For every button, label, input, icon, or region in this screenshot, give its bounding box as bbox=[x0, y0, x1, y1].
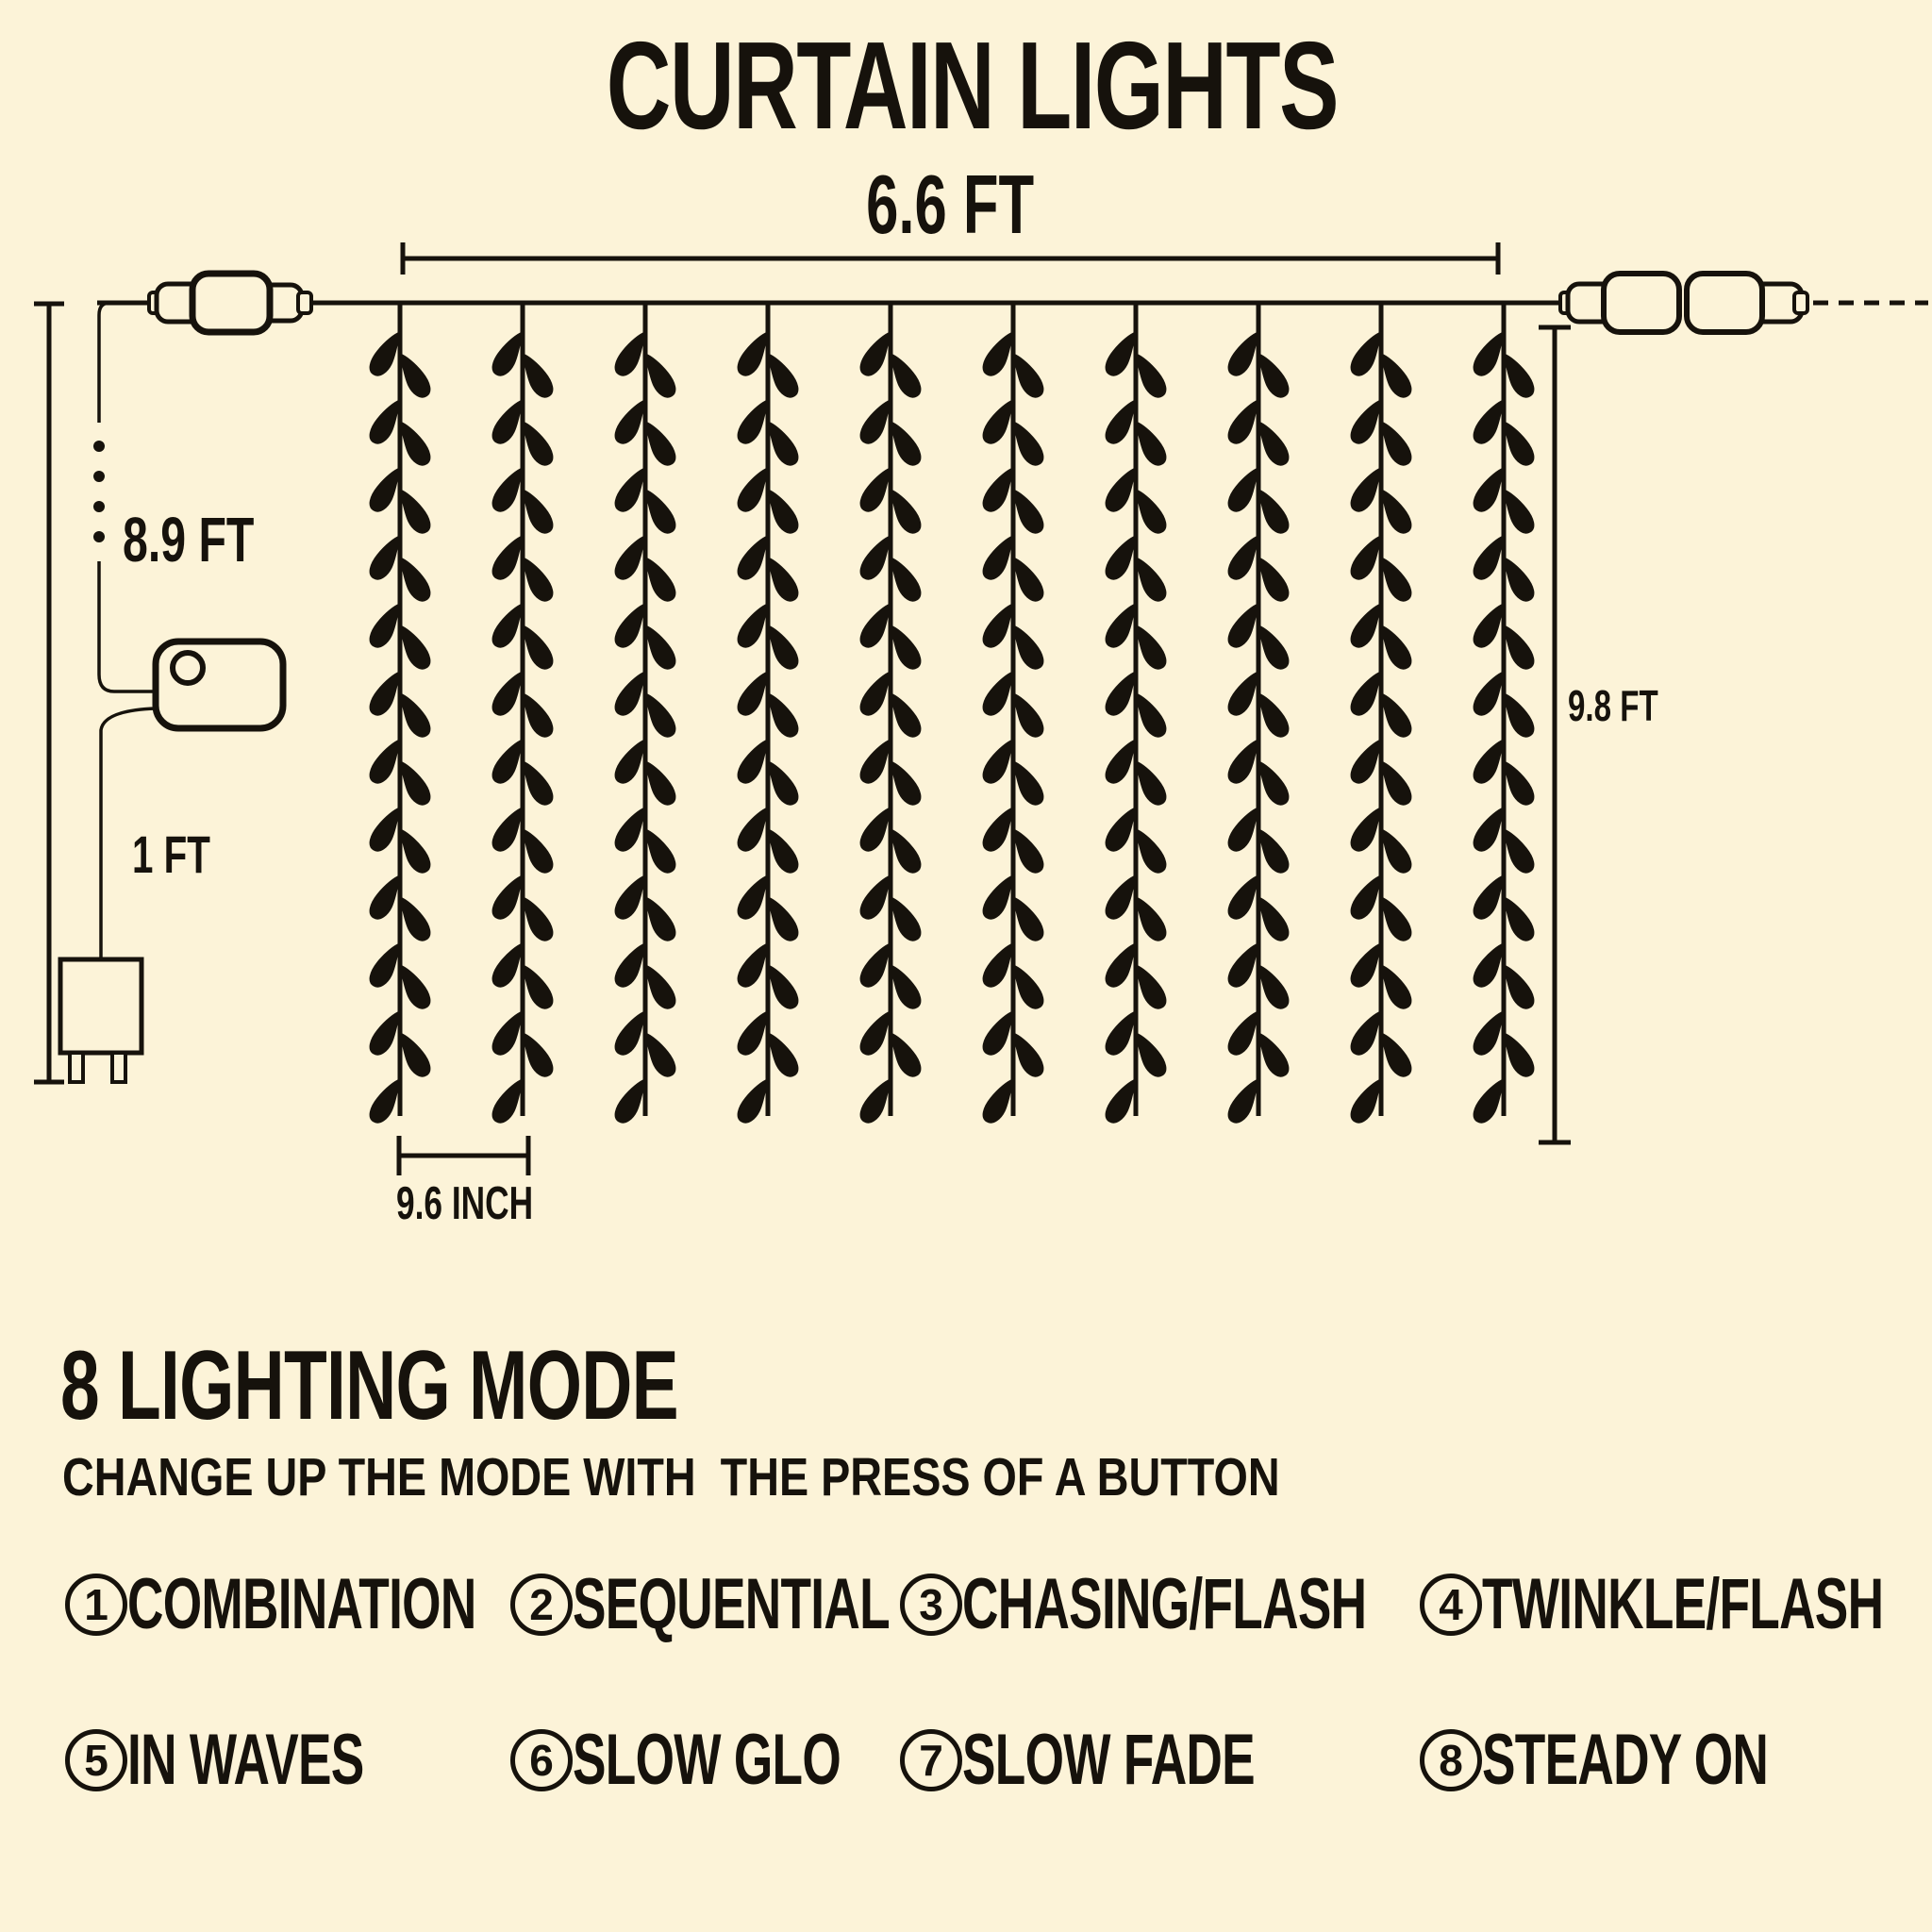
width-dimension-label: 6.6 FT bbox=[866, 158, 1035, 251]
light-bulb-icon bbox=[492, 875, 523, 919]
light-bulb-icon bbox=[1013, 1033, 1043, 1076]
light-bulb-icon bbox=[1136, 490, 1166, 533]
light-bulb-icon bbox=[1106, 672, 1136, 715]
modes-section-heading: 8 LIGHTING MODE bbox=[60, 1331, 678, 1441]
drop-dimension-line bbox=[1539, 327, 1571, 1142]
light-bulb-icon bbox=[768, 829, 798, 873]
mode-label: TWINKLE/FLASH bbox=[1482, 1564, 1884, 1644]
light-bulb-icon bbox=[1228, 943, 1258, 987]
light-bulb-icon bbox=[738, 468, 768, 511]
light-bulb-icon bbox=[1228, 875, 1258, 919]
light-bulb-icon bbox=[1013, 761, 1043, 805]
light-bulb-icon bbox=[523, 965, 553, 1008]
light-bulb-icon bbox=[1258, 625, 1289, 669]
light-bulb-icon bbox=[1106, 1079, 1136, 1123]
light-bulb-icon bbox=[1351, 943, 1381, 987]
light-bulb-icon bbox=[891, 965, 921, 1008]
light-bulb-icon bbox=[615, 808, 645, 851]
light-bulb-icon bbox=[768, 354, 798, 397]
mode-item-slow-glo bbox=[510, 1720, 956, 1800]
light-bulb-icon bbox=[1381, 829, 1411, 873]
light-bulb-icon bbox=[891, 897, 921, 941]
light-bulb-icon bbox=[370, 740, 400, 783]
light-bulb-icon bbox=[1228, 1011, 1258, 1055]
lead-wire-label: 8.9 FT bbox=[123, 505, 255, 575]
mode-label: STEADY ON bbox=[1482, 1720, 1769, 1800]
light-bulb-icon bbox=[1013, 625, 1043, 669]
light-bulb-icon bbox=[1258, 965, 1289, 1008]
light-bulb-icon bbox=[860, 536, 891, 579]
light-bulb-icon bbox=[1351, 1079, 1381, 1123]
mode-number-badge: 6 bbox=[510, 1729, 573, 1791]
light-bulb-icon bbox=[645, 422, 675, 465]
light-bulb-icon bbox=[400, 761, 430, 805]
drop-length-label: 9.8 FT bbox=[1568, 681, 1658, 730]
light-bulb-icon bbox=[1228, 1079, 1258, 1123]
light-bulb-icon bbox=[891, 829, 921, 873]
light-bulb-icon bbox=[1013, 354, 1043, 397]
light-bulb-icon bbox=[1474, 400, 1504, 443]
light-bulb-icon bbox=[1228, 604, 1258, 647]
light-bulb-icon bbox=[1474, 1011, 1504, 1055]
light-bulb-icon bbox=[891, 625, 921, 669]
light-bulb-icon bbox=[860, 740, 891, 783]
light-bulb-icon bbox=[768, 490, 798, 533]
light-bulb-icon bbox=[1474, 875, 1504, 919]
light-bulb-icon bbox=[1504, 829, 1534, 873]
light-bulb-icon bbox=[1504, 693, 1534, 737]
light-bulb-icon bbox=[370, 875, 400, 919]
light-bulb-icon bbox=[523, 693, 553, 737]
light-bulb-icon bbox=[983, 604, 1013, 647]
mode-number-badge: 5 bbox=[65, 1729, 127, 1791]
mode-label: CHASING/FLASH bbox=[962, 1564, 1367, 1644]
light-bulb-icon bbox=[1351, 468, 1381, 511]
light-bulb-icon bbox=[400, 965, 430, 1008]
light-bulb-icon bbox=[983, 943, 1013, 987]
light-bulb-icon bbox=[1228, 740, 1258, 783]
light-bulb-icon bbox=[860, 400, 891, 443]
light-bulb-icon bbox=[768, 897, 798, 941]
plug-connector-left-icon bbox=[149, 274, 311, 332]
light-bulb-icon bbox=[1474, 740, 1504, 783]
light-bulb-icon bbox=[400, 490, 430, 533]
light-bulb-icon bbox=[1258, 829, 1289, 873]
light-bulb-icon bbox=[738, 740, 768, 783]
light-bulb-icon bbox=[983, 740, 1013, 783]
light-bulb-icon bbox=[1258, 897, 1289, 941]
light-bulb-icon bbox=[615, 1079, 645, 1123]
light-bulb-icon bbox=[1013, 490, 1043, 533]
light-bulb-icon bbox=[738, 875, 768, 919]
light-bulb-icon bbox=[1013, 897, 1043, 941]
light-bulb-icon bbox=[1351, 536, 1381, 579]
light-bulb-icon bbox=[1381, 422, 1411, 465]
mode-number-badge: 7 bbox=[900, 1729, 962, 1791]
light-bulb-icon bbox=[768, 693, 798, 737]
light-bulb-icon bbox=[1106, 943, 1136, 987]
light-bulb-icon bbox=[768, 558, 798, 601]
light-bulb-icon bbox=[1013, 422, 1043, 465]
light-bulb-icon bbox=[645, 693, 675, 737]
mode-controller-icon bbox=[156, 641, 283, 728]
page-title-text: CURTAIN LIGHTS bbox=[606, 16, 1338, 155]
light-bulb-icon bbox=[860, 943, 891, 987]
light-bulb-icon bbox=[1228, 332, 1258, 375]
light-bulb-icon bbox=[615, 332, 645, 375]
light-bulb-icon bbox=[615, 1011, 645, 1055]
light-bulb-icon bbox=[1136, 965, 1166, 1008]
light-bulb-icon bbox=[1351, 332, 1381, 375]
light-bulb-icon bbox=[492, 400, 523, 443]
light-bulb-icon bbox=[1106, 808, 1136, 851]
light-bulb-icon bbox=[523, 490, 553, 533]
light-bulb-icon bbox=[523, 558, 553, 601]
light-bulb-icon bbox=[1351, 740, 1381, 783]
light-bulb-icon bbox=[1474, 468, 1504, 511]
light-bulb-icon bbox=[492, 808, 523, 851]
light-bulb-icon bbox=[645, 354, 675, 397]
light-bulb-icon bbox=[1504, 490, 1534, 533]
light-bulb-icon bbox=[523, 897, 553, 941]
light-bulb-icon bbox=[1136, 761, 1166, 805]
light-bulb-icon bbox=[1136, 558, 1166, 601]
light-bulb-icon bbox=[1106, 604, 1136, 647]
light-bulb-icon bbox=[1351, 875, 1381, 919]
light-bulb-icon bbox=[492, 672, 523, 715]
light-bulb-icon bbox=[1136, 1033, 1166, 1076]
light-bulb-icon bbox=[891, 354, 921, 397]
light-bulb-icon bbox=[400, 422, 430, 465]
light-bulb-icon bbox=[370, 943, 400, 987]
mode-label: SEQUENTIAL bbox=[573, 1564, 890, 1644]
light-bulb-icon bbox=[645, 558, 675, 601]
light-bulb-icon bbox=[615, 672, 645, 715]
light-bulb-icon bbox=[1504, 354, 1534, 397]
light-bulb-icon bbox=[860, 332, 891, 375]
light-bulb-icon bbox=[645, 897, 675, 941]
light-bulb-icon bbox=[860, 1011, 891, 1055]
light-bulb-icon bbox=[1351, 808, 1381, 851]
light-bulb-icon bbox=[492, 1011, 523, 1055]
light-bulb-icon bbox=[738, 1011, 768, 1055]
light-bulb-icon bbox=[738, 808, 768, 851]
light-bulb-icon bbox=[400, 625, 430, 669]
light-bulb-icon bbox=[768, 422, 798, 465]
light-bulb-icon bbox=[1474, 604, 1504, 647]
light-bulb-icon bbox=[645, 1033, 675, 1076]
light-bulb-icon bbox=[1351, 604, 1381, 647]
light-bulb-icon bbox=[400, 693, 430, 737]
light-bulb-icon bbox=[492, 536, 523, 579]
light-bulb-icon bbox=[768, 965, 798, 1008]
light-bulb-icon bbox=[1381, 965, 1411, 1008]
light-bulb-icon bbox=[1381, 354, 1411, 397]
mode-item-slow-fade bbox=[900, 1720, 1380, 1800]
light-bulb-icon bbox=[1136, 829, 1166, 873]
light-bulb-icon bbox=[370, 808, 400, 851]
light-bulb-icon bbox=[1474, 808, 1504, 851]
light-bulb-icon bbox=[370, 672, 400, 715]
light-bulb-icon bbox=[1258, 1033, 1289, 1076]
light-bulb-icon bbox=[492, 468, 523, 511]
light-bulb-icon bbox=[1504, 1033, 1534, 1076]
light-bulb-icon bbox=[860, 672, 891, 715]
light-bulb-icon bbox=[615, 604, 645, 647]
mode-number-badge: 4 bbox=[1420, 1574, 1482, 1636]
light-bulb-icon bbox=[1381, 625, 1411, 669]
power-adapter-icon bbox=[60, 959, 142, 1082]
light-bulb-icon bbox=[1351, 400, 1381, 443]
light-bulb-icon bbox=[1504, 761, 1534, 805]
light-bulb-icon bbox=[1258, 761, 1289, 805]
light-bulb-icon bbox=[1013, 558, 1043, 601]
light-bulb-icon bbox=[738, 536, 768, 579]
light-bulb-icon bbox=[738, 1079, 768, 1123]
light-bulb-icon bbox=[1106, 332, 1136, 375]
light-bulb-icon bbox=[860, 808, 891, 851]
light-bulb-icon bbox=[1136, 354, 1166, 397]
light-bulb-icon bbox=[523, 1033, 553, 1076]
wire-dots-icon bbox=[93, 441, 105, 542]
light-bulb-icon bbox=[1258, 558, 1289, 601]
light-bulb-icon bbox=[1474, 536, 1504, 579]
light-bulb-icon bbox=[1106, 468, 1136, 511]
light-bulb-icon bbox=[1504, 965, 1534, 1008]
mode-number-badge: 3 bbox=[900, 1574, 962, 1636]
light-bulb-icon bbox=[1381, 490, 1411, 533]
light-bulb-icon bbox=[1351, 672, 1381, 715]
strand-spacing-label: 9.6 INCH bbox=[396, 1178, 534, 1229]
light-bulb-icon bbox=[768, 625, 798, 669]
light-bulb-icon bbox=[738, 604, 768, 647]
mode-number-badge: 2 bbox=[510, 1574, 573, 1636]
light-bulb-icon bbox=[645, 490, 675, 533]
light-bulb-icon bbox=[523, 761, 553, 805]
light-bulb-icon bbox=[860, 604, 891, 647]
light-bulb-icon bbox=[492, 1079, 523, 1123]
plug-wire-label: 1 FT bbox=[132, 824, 210, 884]
light-bulb-icon bbox=[1258, 354, 1289, 397]
light-bulb-icon bbox=[615, 875, 645, 919]
light-bulb-icon bbox=[1106, 1011, 1136, 1055]
light-bulb-icon bbox=[891, 558, 921, 601]
mode-item-twinkle-flash bbox=[1420, 1564, 1932, 1644]
light-bulb-icon bbox=[860, 875, 891, 919]
light-bulb-icon bbox=[400, 829, 430, 873]
light-bulb-icon bbox=[615, 943, 645, 987]
light-bulb-icon bbox=[1228, 808, 1258, 851]
light-bulb-icon bbox=[1504, 422, 1534, 465]
mode-number-badge: 8 bbox=[1420, 1729, 1482, 1791]
light-bulb-icon bbox=[983, 1079, 1013, 1123]
mode-item-in-waves bbox=[65, 1720, 465, 1800]
light-bulb-icon bbox=[400, 1033, 430, 1076]
light-bulb-icon bbox=[768, 1033, 798, 1076]
light-bulb-icon bbox=[983, 332, 1013, 375]
light-bulb-icon bbox=[1106, 536, 1136, 579]
light-bulb-icon bbox=[891, 693, 921, 737]
mode-label: SLOW FADE bbox=[962, 1720, 1255, 1800]
light-bulb-icon bbox=[738, 332, 768, 375]
light-bulb-icon bbox=[1136, 897, 1166, 941]
light-bulb-icon bbox=[1106, 740, 1136, 783]
light-bulb-icon bbox=[1474, 943, 1504, 987]
light-bulb-icon bbox=[400, 354, 430, 397]
light-bulb-icon bbox=[1136, 422, 1166, 465]
controller-button-icon bbox=[173, 653, 203, 683]
light-bulb-icon bbox=[891, 490, 921, 533]
light-bulb-icon bbox=[492, 604, 523, 647]
light-bulb-icon bbox=[645, 965, 675, 1008]
light-bulb-icon bbox=[983, 468, 1013, 511]
light-bulb-icon bbox=[1381, 1033, 1411, 1076]
modes-section-subheading: CHANGE UP THE MODE WITH THE PRESS OF A BUTTON bbox=[62, 1447, 1280, 1507]
light-bulb-icon bbox=[1136, 693, 1166, 737]
light-bulb-icon bbox=[738, 943, 768, 987]
light-bulb-icon bbox=[370, 536, 400, 579]
light-bulb-icon bbox=[523, 625, 553, 669]
light-bulb-icon bbox=[1258, 422, 1289, 465]
light-bulb-icon bbox=[1228, 468, 1258, 511]
light-bulb-icon bbox=[1106, 400, 1136, 443]
light-bulb-icon bbox=[1381, 897, 1411, 941]
light-bulb-icon bbox=[983, 672, 1013, 715]
light-bulb-icon bbox=[738, 672, 768, 715]
light-strands bbox=[370, 303, 1534, 1123]
light-bulb-icon bbox=[983, 400, 1013, 443]
light-bulb-icon bbox=[1381, 558, 1411, 601]
light-bulb-icon bbox=[523, 354, 553, 397]
light-bulb-icon bbox=[1136, 625, 1166, 669]
light-bulb-icon bbox=[891, 1033, 921, 1076]
light-bulb-icon bbox=[1013, 693, 1043, 737]
light-bulb-icon bbox=[370, 468, 400, 511]
light-bulb-icon bbox=[400, 558, 430, 601]
page-title bbox=[0, 14, 1932, 157]
light-bulb-icon bbox=[1013, 829, 1043, 873]
light-bulb-icon bbox=[983, 808, 1013, 851]
mode-label: IN WAVES bbox=[127, 1720, 364, 1800]
light-bulb-icon bbox=[1504, 897, 1534, 941]
light-bulb-icon bbox=[1351, 1011, 1381, 1055]
light-bulb-icon bbox=[615, 536, 645, 579]
mode-label: SLOW GLO bbox=[573, 1720, 841, 1800]
light-bulb-icon bbox=[400, 897, 430, 941]
light-bulb-icon bbox=[1474, 332, 1504, 375]
light-bulb-icon bbox=[1258, 490, 1289, 533]
light-bulb-icon bbox=[492, 740, 523, 783]
light-bulb-icon bbox=[615, 400, 645, 443]
mode-number-badge: 1 bbox=[65, 1574, 127, 1636]
light-bulb-icon bbox=[738, 400, 768, 443]
light-bulb-icon bbox=[891, 761, 921, 805]
mode-label: COMBINATION bbox=[127, 1564, 476, 1644]
light-bulb-icon bbox=[1474, 672, 1504, 715]
light-bulb-icon bbox=[645, 761, 675, 805]
light-bulb-icon bbox=[860, 1079, 891, 1123]
light-bulb-icon bbox=[370, 332, 400, 375]
light-bulb-icon bbox=[370, 1079, 400, 1123]
light-bulb-icon bbox=[1228, 400, 1258, 443]
light-bulb-icon bbox=[492, 332, 523, 375]
light-bulb-icon bbox=[1228, 536, 1258, 579]
light-bulb-icon bbox=[615, 468, 645, 511]
light-bulb-icon bbox=[645, 625, 675, 669]
light-bulb-icon bbox=[1504, 625, 1534, 669]
light-bulb-icon bbox=[1013, 965, 1043, 1008]
light-bulb-icon bbox=[983, 875, 1013, 919]
light-bulb-icon bbox=[370, 604, 400, 647]
light-bulb-icon bbox=[523, 422, 553, 465]
light-bulb-icon bbox=[1228, 672, 1258, 715]
light-bulb-icon bbox=[891, 422, 921, 465]
light-bulb-icon bbox=[1258, 693, 1289, 737]
light-bulb-icon bbox=[860, 468, 891, 511]
light-bulb-icon bbox=[983, 1011, 1013, 1055]
light-bulb-icon bbox=[768, 761, 798, 805]
light-bulb-icon bbox=[1474, 1079, 1504, 1123]
light-bulb-icon bbox=[645, 829, 675, 873]
light-bulb-icon bbox=[615, 740, 645, 783]
strand-spacing-bracket bbox=[399, 1136, 528, 1175]
light-bulb-icon bbox=[983, 536, 1013, 579]
plug-connector-right-icon bbox=[1560, 274, 1807, 332]
light-bulb-icon bbox=[523, 829, 553, 873]
light-bulb-icon bbox=[370, 1011, 400, 1055]
light-bulb-icon bbox=[492, 943, 523, 987]
light-bulb-icon bbox=[370, 400, 400, 443]
light-bulb-icon bbox=[1106, 875, 1136, 919]
mode-item-steady-on bbox=[1420, 1720, 1890, 1800]
light-bulb-icon bbox=[1381, 693, 1411, 737]
light-bulb-icon bbox=[1381, 761, 1411, 805]
light-bulb-icon bbox=[1504, 558, 1534, 601]
